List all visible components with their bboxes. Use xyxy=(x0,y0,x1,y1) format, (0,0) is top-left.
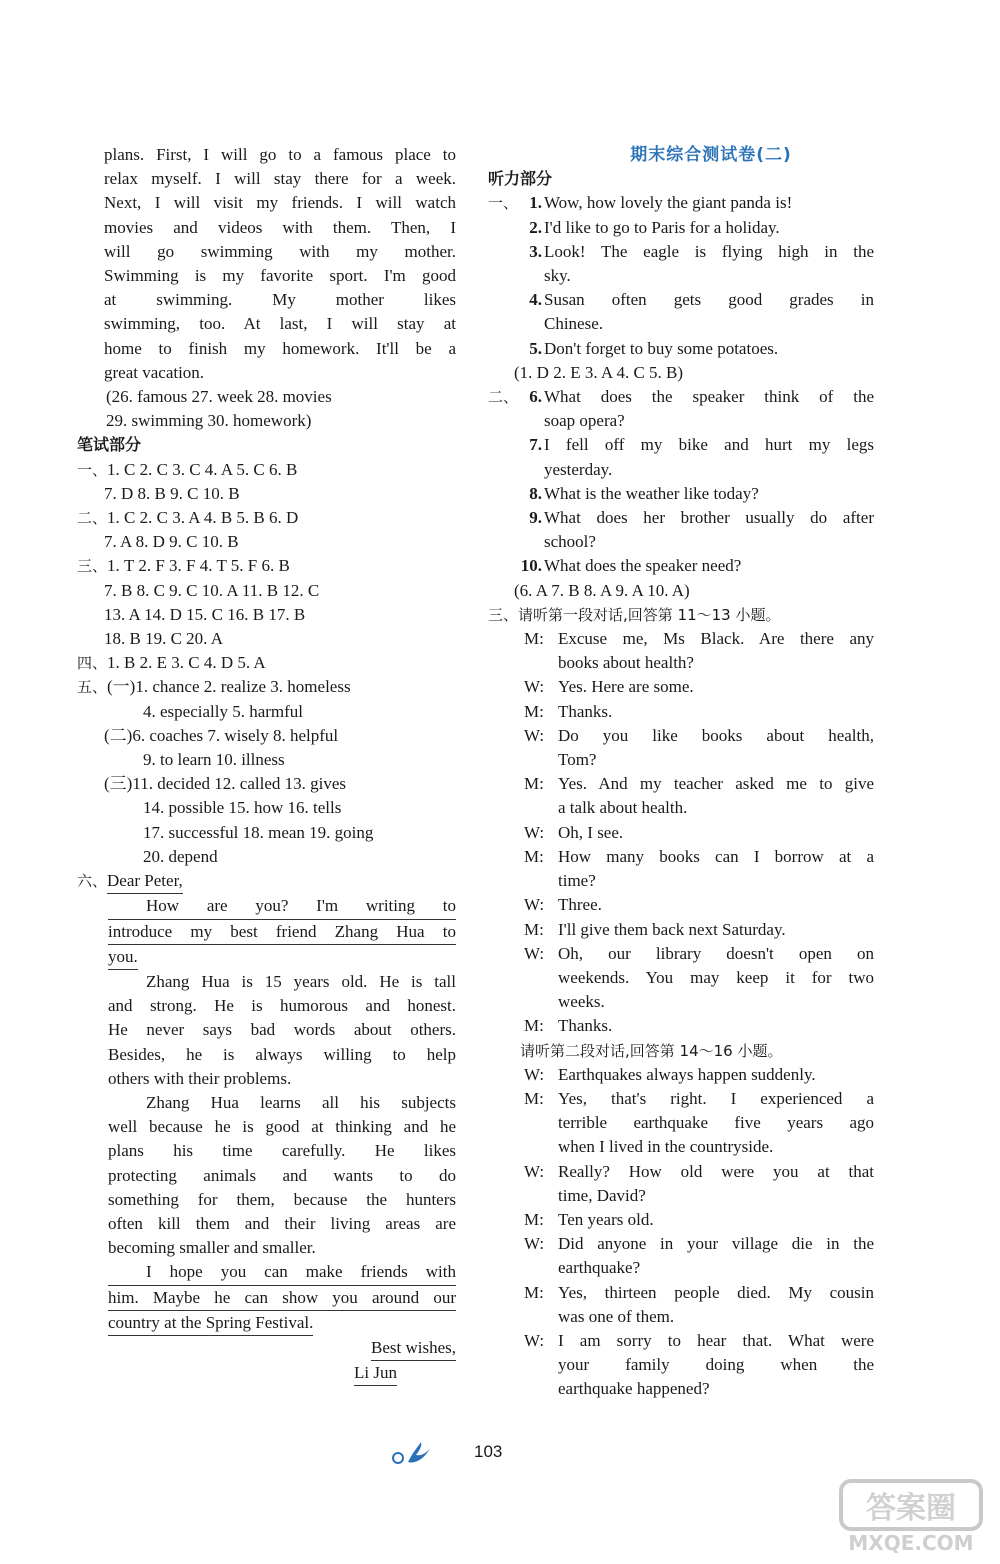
essay-line: great vacation. xyxy=(104,362,205,382)
section-4-label: 四、 xyxy=(77,654,108,673)
speaker-label: M: xyxy=(524,846,544,866)
dialogue-line xyxy=(488,748,874,772)
letter-line: often kill them and their living areas are xyxy=(108,1213,456,1233)
dialogue-line xyxy=(488,1087,874,1111)
dialogue-text: weekends. You may keep it for two xyxy=(558,967,874,987)
dialogue-line xyxy=(488,918,874,942)
section-3-line-3: 13. A 14. D 15. C 16. B 17. B xyxy=(104,604,306,624)
question-line xyxy=(488,506,874,530)
letter-body xyxy=(104,894,456,1336)
dialogue-text: Yes. Here are some. xyxy=(558,677,694,697)
answer-watermark-icon xyxy=(836,1476,986,1556)
speaker-label: W: xyxy=(524,943,545,963)
dialogue-text: Oh, I see. xyxy=(558,822,624,842)
speaker-label: W: xyxy=(524,895,545,915)
section-1-line-1 xyxy=(77,458,456,482)
section-4-line-1 xyxy=(77,651,456,675)
dialogue-line xyxy=(488,942,874,966)
letter-line: others with their problems. xyxy=(108,1068,292,1088)
question-number: 9. xyxy=(529,508,542,528)
dialogue-text: your family doing when the xyxy=(558,1355,874,1375)
dialogue-line xyxy=(488,869,874,893)
question-text: What does the speaker think of the xyxy=(544,387,874,407)
dialogue-text: Ten years old. xyxy=(558,1209,654,1229)
listening-part-2 xyxy=(488,385,874,579)
dialogue-line xyxy=(488,1353,874,1377)
dialogue-text: when I lived in the countryside. xyxy=(558,1137,774,1157)
section-5-answers-a: (一)1. chance 2. realize 3. homeless xyxy=(107,677,351,697)
dialogue-text: weeks. xyxy=(558,992,605,1012)
section-2-label: 二、 xyxy=(77,509,108,528)
section-2-line-2: 7. A 8. D 9. C 10. B xyxy=(104,532,239,552)
dialogue-text: I'll give them back next Saturday. xyxy=(558,919,786,939)
section-5-line-7: 17. successful 18. mean 19. going xyxy=(143,822,374,842)
speaker-label: M: xyxy=(524,919,544,939)
letter-line: becoming smaller and smaller. xyxy=(108,1238,316,1258)
dialogue-2 xyxy=(488,1063,874,1402)
page-number: 103 xyxy=(474,1442,503,1461)
question-number: 4. xyxy=(529,290,542,310)
letter-signature-row xyxy=(104,1361,456,1386)
dialogue-text: Yes, that's right. I experienced a xyxy=(558,1088,874,1108)
question-number: 6. xyxy=(529,387,542,407)
letter-line: protecting animals and wants to do xyxy=(108,1165,456,1185)
section-2-answers-a: 1. C 2. C 3. A 4. B 5. B 6. D xyxy=(107,508,299,528)
question-line xyxy=(488,240,874,264)
part-2-answers: (6. A 7. B 8. A 9. A 10. A) xyxy=(514,580,690,600)
dialogue-line xyxy=(488,990,874,1014)
dialogue-text: a talk about health. xyxy=(558,798,688,818)
listening-section-heading: 听力部分 xyxy=(488,169,553,189)
dialogue-line xyxy=(488,700,874,724)
dialogue-text: Yes, thirteen people died. My cousin xyxy=(558,1282,874,1302)
question-line xyxy=(488,337,874,361)
question-text: sky. xyxy=(544,266,571,286)
question-number: 8. xyxy=(529,483,542,503)
section-4-answers: 1. B 2. E 3. C 4. D 5. A xyxy=(107,653,266,673)
section-3-label: 三、 xyxy=(77,557,108,576)
question-line xyxy=(488,409,874,433)
essay-line: Next, I will visit my friends. I will watch xyxy=(104,193,456,213)
essay-intro xyxy=(104,143,456,385)
question-number: 10. xyxy=(520,556,542,576)
question-text: I fell off my bike and hurt my legs xyxy=(544,435,874,455)
question-line xyxy=(488,530,874,554)
speaker-label: M: xyxy=(524,1016,544,1036)
dialogue-line xyxy=(488,966,874,990)
dialogue-line xyxy=(488,1281,874,1305)
dialogue-line xyxy=(488,1377,874,1401)
dialogue-text: terrible earthquake five years ago xyxy=(558,1113,874,1133)
left-column xyxy=(77,143,456,1386)
question-number: 7. xyxy=(529,435,542,455)
test-title: 期末综合测试卷(二) xyxy=(630,145,792,165)
question-line xyxy=(488,385,874,409)
question-text: Susan often gets good grades in xyxy=(544,290,874,310)
letter-line: He never says bad words about others. xyxy=(108,1020,456,1040)
section-5-label: 五、 xyxy=(77,678,108,697)
speaker-label: W: xyxy=(524,1064,545,1084)
letter-line: Zhang Hua learns all his subjects xyxy=(146,1092,456,1112)
dialogue-line xyxy=(488,1232,874,1256)
question-line xyxy=(488,312,874,336)
speaker-label: M: xyxy=(524,1209,544,1229)
question-number: 2. xyxy=(529,217,542,237)
section-5-line-1 xyxy=(77,675,456,699)
dialogue-line xyxy=(488,772,874,796)
dialogue-text: Did anyone in your village die in the xyxy=(558,1234,874,1254)
dialogue-text: Tom? xyxy=(558,750,597,770)
dialogue-line xyxy=(488,1111,874,1135)
question-text: What does her brother usually do after xyxy=(544,508,874,528)
dialogue-line xyxy=(488,893,874,917)
speaker-label: M: xyxy=(524,1282,544,1302)
dialogue-text: I am sorry to hear that. What were xyxy=(558,1330,874,1350)
dialogue-text: Three. xyxy=(558,895,602,915)
section-1-line-2: 7. D 8. B 9. C 10. B xyxy=(104,483,240,503)
speaker-label: W: xyxy=(524,822,545,842)
dialogue-line xyxy=(488,1305,874,1329)
speaker-label: M: xyxy=(524,1088,544,1108)
speaker-label: W: xyxy=(524,1161,545,1181)
section-3-answers-a: 1. T 2. F 3. F 4. T 5. F 6. B xyxy=(107,556,290,576)
dialogue-text: Excuse me, Ms Black. Are there any xyxy=(558,629,874,649)
dialogue-line xyxy=(488,1160,874,1184)
letter-line: you. xyxy=(108,945,138,970)
section-5-line-2: 4. especially 5. harmful xyxy=(143,701,304,721)
dialogue-line xyxy=(488,845,874,869)
speaker-label: W: xyxy=(524,1234,545,1254)
question-number: 3. xyxy=(529,241,542,261)
question-text: Wow, how lovely the giant panda is! xyxy=(544,193,793,213)
letter-line: Zhang Hua is 15 years old. He is tall xyxy=(146,971,456,991)
dialogue-line xyxy=(488,1329,874,1353)
dialogue-line xyxy=(488,821,874,845)
part-1-answers: (1. D 2. E 3. A 4. C 5. B) xyxy=(514,362,684,382)
question-line xyxy=(488,433,874,457)
essay-line: movies and videos with them. Then, I xyxy=(104,217,456,237)
part-label: 一、 xyxy=(488,194,519,213)
letter-line: country at the Spring Festival. xyxy=(108,1311,313,1336)
section-5-line-4: 9. to learn 10. illness xyxy=(143,750,285,770)
letter-line: I hope you can make friends with xyxy=(108,1260,456,1285)
part-3-instruction-2: 请听第二段对话,回答第 14～16 小题。 xyxy=(520,1041,783,1060)
essay-line: will go swimming with my mother. xyxy=(104,241,456,261)
letter-signoff: Best wishes, xyxy=(371,1336,456,1361)
section-3-line-1 xyxy=(77,554,456,578)
dialogue-text: earthquake happened? xyxy=(558,1379,710,1399)
question-text: Look! The eagle is flying high in the xyxy=(544,241,874,261)
essay-line: at swimming. My mother likes xyxy=(104,290,456,310)
dialogue-line xyxy=(488,1184,874,1208)
question-line xyxy=(488,482,874,506)
dialogue-text: earthquake? xyxy=(558,1258,641,1278)
dialogue-line xyxy=(488,724,874,748)
dialogue-line xyxy=(488,796,874,820)
dialogue-text: Thanks. xyxy=(558,1016,613,1036)
letter-line: plans his time carefully. He likes xyxy=(108,1141,456,1161)
question-line xyxy=(488,264,874,288)
dialogue-text: books about health? xyxy=(558,653,694,673)
question-line xyxy=(488,458,874,482)
speaker-label: W: xyxy=(524,677,545,697)
section-5-line-5: (三)11. decided 12. called 13. gives xyxy=(104,774,347,794)
essay-line: Swimming is my favorite sport. I'm good xyxy=(104,266,456,286)
question-text: Chinese. xyxy=(544,314,604,334)
written-section-heading: 笔试部分 xyxy=(77,435,142,455)
letter-line: How are you? I'm writing to xyxy=(108,894,456,919)
letter-signoff-row xyxy=(104,1336,456,1361)
dialogue-line xyxy=(488,1014,874,1038)
section-6-label: 六、 xyxy=(77,872,108,891)
question-line xyxy=(488,216,874,240)
dialogue-text: Do you like books about health, xyxy=(558,725,874,745)
part-3-label: 三、 xyxy=(488,605,519,624)
question-text: What is the weather like today? xyxy=(544,483,759,503)
section-3-line-4: 18. B 19. C 20. A xyxy=(104,629,224,649)
question-text: What does the speaker need? xyxy=(544,556,742,576)
section-1-answers-a: 1. C 2. C 3. C 4. A 5. C 6. B xyxy=(107,459,298,479)
question-text: yesterday. xyxy=(544,459,613,479)
question-line xyxy=(488,191,874,215)
letter-line: something for them, because the hunters xyxy=(108,1189,456,1209)
dialogue-text: How many books can I borrow at a xyxy=(558,846,874,866)
question-number: 1. xyxy=(529,193,542,213)
watermark-text: MXQE.COM xyxy=(848,1531,974,1555)
letter-line: Besides, he is always willing to help xyxy=(108,1044,456,1064)
section-6-line-1 xyxy=(77,869,456,894)
question-line xyxy=(488,288,874,312)
letter-line: him. Maybe he can show you around our xyxy=(108,1286,456,1311)
speaker-label: M: xyxy=(524,774,544,794)
part-label: 二、 xyxy=(488,388,519,407)
dialogue-text: Yes. And my teacher asked me to give xyxy=(558,774,874,794)
letter-greeting: Dear Peter, xyxy=(107,869,183,894)
speaker-label: W: xyxy=(524,725,545,745)
section-5-line-6: 14. possible 15. how 16. tells xyxy=(143,798,342,818)
dialogue-line xyxy=(488,1063,874,1087)
essay-line: relax myself. I will stay there for a week. xyxy=(104,169,456,189)
letter-line: introduce my best friend Zhang Hua to xyxy=(108,920,456,945)
question-number: 5. xyxy=(529,338,542,358)
svg-text:答案圈: 答案圈 xyxy=(866,1491,956,1526)
dialogue-text: Earthquakes always happen suddenly. xyxy=(558,1064,816,1084)
dialogue-line xyxy=(488,651,874,675)
letter-line: and strong. He is humorous and honest. xyxy=(108,996,456,1016)
dialogue-text: time, David? xyxy=(558,1185,646,1205)
dialogue-line xyxy=(488,627,874,651)
dialogue-text: Really? How old were you at that xyxy=(558,1161,874,1181)
question-text: Don't forget to buy some potatoes. xyxy=(544,338,779,358)
speaker-label: M: xyxy=(524,629,544,649)
dialogue-text: time? xyxy=(558,871,596,891)
dialogue-line xyxy=(488,675,874,699)
speaker-label: W: xyxy=(524,1330,545,1350)
listening-part-1 xyxy=(488,191,874,360)
dialogue-line xyxy=(488,1135,874,1159)
dialogue-text: Oh, our library doesn't open on xyxy=(558,943,874,963)
question-text: school? xyxy=(544,532,596,552)
part-3-instruction-1: 请听第一段对话,回答第 11～13 小题。 xyxy=(518,605,781,624)
right-column xyxy=(488,143,874,1402)
part-3-intro-1 xyxy=(488,603,874,627)
speaker-label: M: xyxy=(524,701,544,721)
section-1-label: 一、 xyxy=(77,460,108,479)
dialogue-1 xyxy=(488,627,874,1038)
blanks-answers-b: 29. swimming 30. homework) xyxy=(106,411,312,431)
dialogue-text: was one of them. xyxy=(558,1306,675,1326)
section-3-line-2: 7. B 8. C 9. C 10. A 11. B 12. C xyxy=(104,580,320,600)
essay-line: plans. First, I will go to a famous place to xyxy=(104,145,456,164)
dialogue-line xyxy=(488,1208,874,1232)
essay-line: swimming, too. At last, I will stay at xyxy=(104,314,456,334)
letter-signature: Li Jun xyxy=(354,1361,397,1386)
section-2-line-1 xyxy=(77,506,456,530)
section-5-line-3: (二)6. coaches 7. wisely 8. helpful xyxy=(104,725,339,745)
question-text: soap opera? xyxy=(544,411,625,431)
bird-logo-icon xyxy=(386,1438,446,1468)
question-line xyxy=(488,554,874,578)
blanks-answers-a: (26. famous 27. week 28. movies xyxy=(106,387,332,407)
dialogue-line xyxy=(488,1256,874,1280)
essay-line: home to finish my homework. It'll be a xyxy=(104,338,456,358)
section-5-line-8: 20. depend xyxy=(143,846,218,866)
question-text: I'd like to go to Paris for a holiday. xyxy=(544,217,780,237)
dialogue-text: Thanks. xyxy=(558,701,613,721)
letter-line: well because he is good at thinking and he xyxy=(108,1117,456,1137)
